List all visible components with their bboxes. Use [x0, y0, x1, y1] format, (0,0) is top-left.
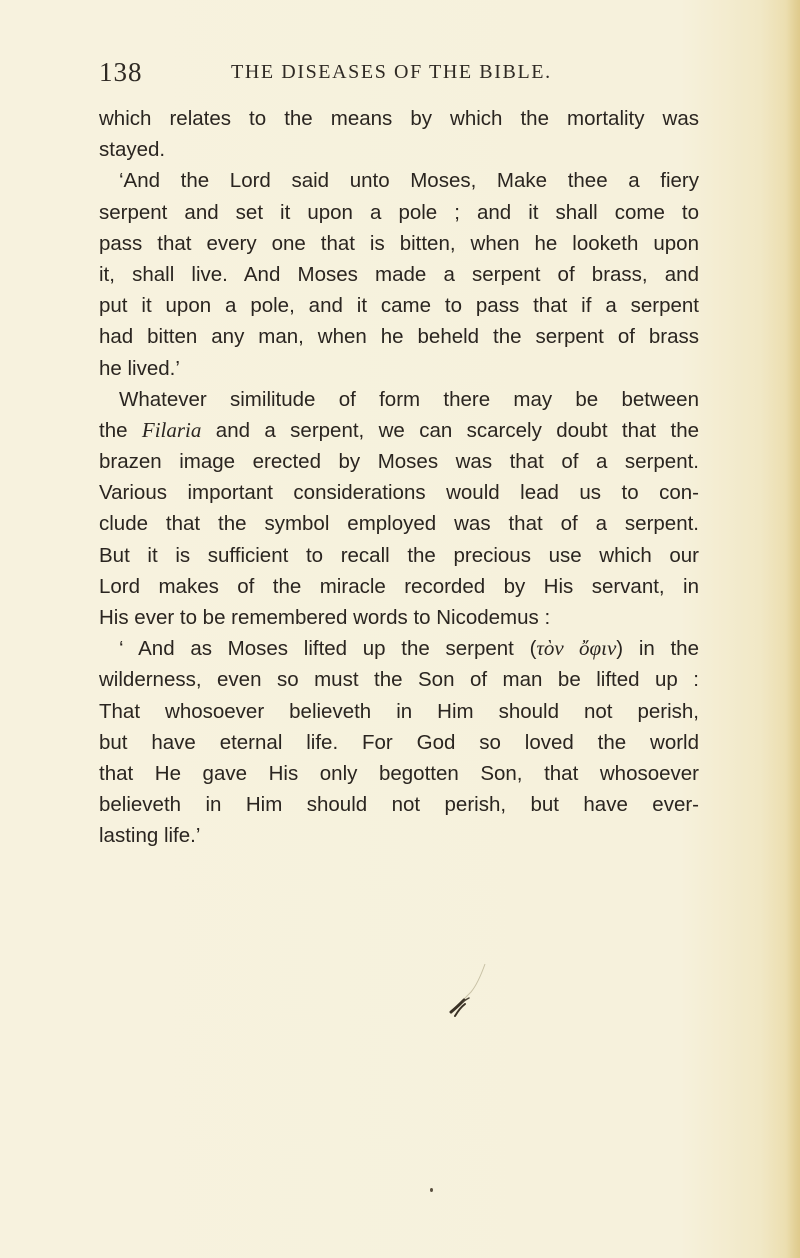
- text-line: brazen image erected by Moses was that of a serpent.: [99, 450, 699, 474]
- text-line: he lived.’: [99, 356, 180, 380]
- text-line: [99, 633, 699, 664]
- text-segment: the: [99, 418, 142, 442]
- page-edge-shadow: [786, 0, 800, 1258]
- text-line: had bitten any man, when he beheld the serpent of brass: [99, 325, 699, 349]
- text-line: [99, 415, 699, 446]
- text-line: which relates to the means by which the mortality was: [99, 107, 699, 130]
- text-segment: and a serpent, we can scarcely doubt that the: [201, 418, 699, 442]
- ink-speck: [430, 1188, 433, 1192]
- text-line: lasting life.’: [99, 824, 201, 848]
- text-segment: ‘ And as Moses lifted up the serpent (: [119, 637, 537, 661]
- text-line: wilderness, even so must the Son of man be lifted up :: [99, 668, 699, 692]
- running-title: THE DISEASES OF THE BIBLE.: [231, 61, 552, 83]
- text-segment: ) in the: [616, 637, 699, 661]
- text-line: put it upon a pole, and it came to pass that if a serpent: [99, 294, 699, 318]
- greek-phrase: τὸν ὄφιν: [536, 636, 617, 661]
- pen-mark-icon: [449, 958, 489, 1018]
- text-line: That whosoever believeth in Him should not perish,: [99, 699, 699, 723]
- text-line: Lord makes of the miracle recorded by His servant, in: [99, 574, 699, 598]
- page-header: [99, 57, 699, 91]
- text-line: ‘And the Lord said unto Moses, Make thee a fiery: [119, 169, 699, 193]
- text-line: Whatever similitude of form there may be between: [119, 387, 699, 411]
- italic-term: Filaria: [141, 417, 202, 442]
- text-line: but have eternal life. For God so loved the world: [99, 730, 699, 754]
- text-line: Various important considerations would lead us to con-: [99, 481, 699, 505]
- body-text: [99, 103, 699, 852]
- text-line: pass that every one that is bitten, when he looketh upon: [99, 231, 699, 255]
- text-line: serpent and set it upon a pole ; and it shall come to: [99, 200, 699, 224]
- text-line: stayed.: [99, 138, 166, 162]
- text-line: believeth in Him should not perish, but have ever-: [99, 793, 699, 817]
- text-line: But it is sufficient to recall the precious use which our: [99, 543, 699, 567]
- text-line: clude that the symbol employed was that of a serpent.: [99, 512, 699, 536]
- text-line: that He gave His only begotten Son, that whosoever: [99, 761, 699, 785]
- page-number: 138: [99, 57, 143, 87]
- text-line: His ever to be remembered words to Nicodemus :: [99, 606, 551, 629]
- text-line: it, shall live. And Moses made a serpent of brass, and: [99, 262, 699, 286]
